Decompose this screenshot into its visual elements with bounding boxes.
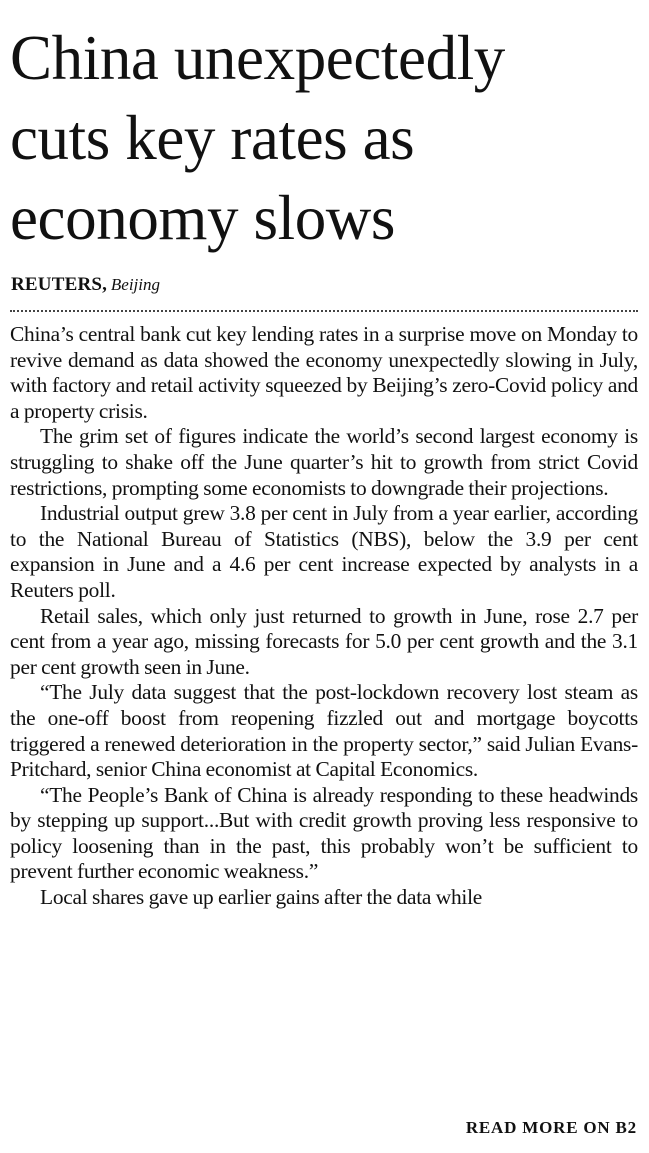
byline-separator: ,: [102, 274, 107, 295]
byline: [11, 272, 160, 298]
read-more-link[interactable]: READ MORE ON B2: [465, 1118, 637, 1137]
article-paragraph: China’s central bank cut key lending rates in a surprise move on Monday to revive demand as data showed the economy unexpectedly slowing in July, with factory and retail activity squeezed by Beijing’s zero-Covid policy and a property crisis.: [10, 322, 638, 423]
article-paragraph: Local shares gave up earlier gains after the data while: [40, 885, 483, 910]
article-paragraph: The grim set of figures indicate the world’s second largest economy is struggling to shake off the June quarter’s hit to growth from strict Covid restrictions, prompting some economists to downgrade their projections.: [10, 424, 638, 500]
article-paragraph: “The July data suggest that the post-lockdown recovery lost steam as the one-off boost from reopening fizzled out and mortgage boycotts triggered a renewed deterioration in the property sector,” said Julian Evans-Pritchard, senior China economist at Capital Economics.: [10, 680, 638, 782]
article-paragraph: “The People’s Bank of China is already responding to these headwinds by stepping up support...But with credit growth proving less responsive to policy loosening than in the past, this probably won’t be sufficient to prevent further economic weakness.”: [10, 782, 638, 884]
headline-line: economy slows: [10, 183, 396, 253]
headline: [10, 18, 645, 258]
dotted-divider: [10, 310, 638, 312]
headline-line: cuts key rates as: [10, 103, 415, 173]
byline-dateline: Beijing: [110, 275, 161, 294]
byline-agency: REUTERS: [11, 274, 103, 295]
headline-line: China unexpectedly: [10, 23, 505, 93]
article-paragraph: Industrial output grew 3.8 per cent in July from a year earlier, according to the National Bureau of Statistics (NBS), below the 3.9 per cent expansion in June and a 4.6 per cent increase expected by analysts in a Reuters poll.: [10, 501, 638, 602]
article-body: [10, 322, 638, 911]
article-paragraph: Retail sales, which only just returned to growth in June, rose 2.7 per cent from a year ago, missing forecasts for 5.0 per cent growth and the 3.1 per cent growth seen in June.: [10, 603, 638, 679]
